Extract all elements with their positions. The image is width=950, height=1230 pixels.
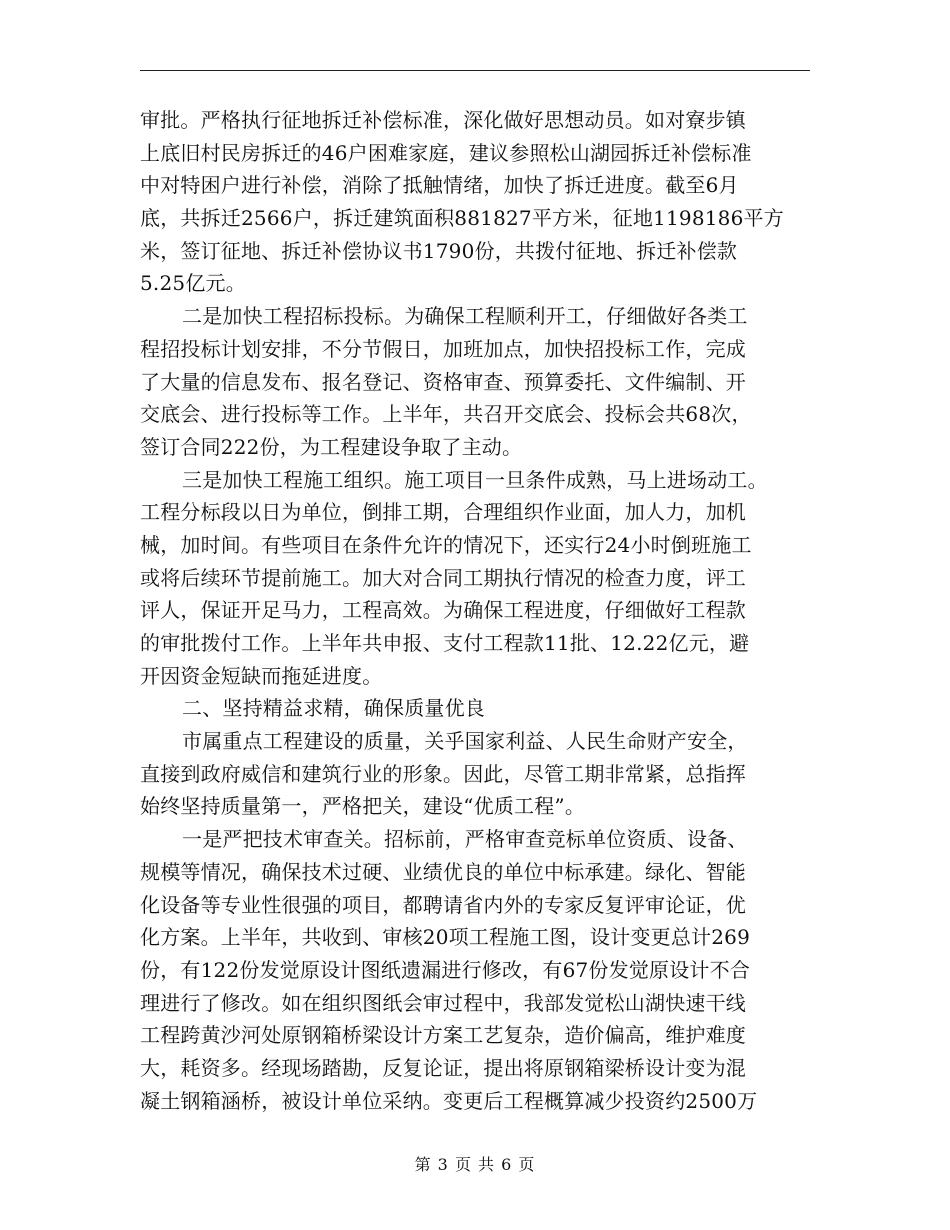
text-line: 程招投标计划安排，不分节假日，加班加点，加快招投标工作，完成 bbox=[140, 336, 746, 361]
text-line: 开因资金短缺而拖延进度。 bbox=[140, 663, 383, 688]
page-footer: 第 3 页 共 6 页 bbox=[414, 1155, 536, 1174]
text-line: 工程跨黄沙河处原钢箱桥梁设计方案工艺复杂，造价偏高，维护难度 bbox=[140, 1023, 746, 1048]
text-line: 评人，保证开足马力，工程高效。为确保工程进度，仔细做好工程款 bbox=[140, 598, 746, 623]
text-line: 工程分标段以日为单位，倒排工期，合理组织作业面，加人力，加机 bbox=[140, 500, 746, 525]
text-line: 份，有122份发觉原设计图纸遗漏进行修改，有67份发觉原设计不合 bbox=[140, 957, 751, 982]
text-line: 化方案。上半年，共收到、审核20项工程施工图，设计变更总计269 bbox=[140, 925, 751, 950]
text-line: 化设备等专业性很强的项目，都聘请省内外的专家反复评审论证，优 bbox=[140, 892, 746, 917]
text-line: 二是加快工程招标投标。为确保工程顺利开工，仔细做好各类工 bbox=[182, 304, 748, 329]
text-line: 规模等情况，确保技术过硬、业绩优良的单位中标承建。绿化、智能 bbox=[140, 859, 746, 884]
text-line: 二、坚持精益求精，确保质量优良 bbox=[182, 696, 485, 721]
text-line: 始终坚持质量第一，严格把关，建设“优质工程”。 bbox=[140, 794, 586, 819]
text-line: 或将后续环节提前施工。加大对合同工期执行情况的检查力度，评工 bbox=[140, 565, 746, 590]
text-line: 凝土钢箱涵桥，被设计单位采纳。变更后工程概算减少投资约2500万 bbox=[140, 1088, 758, 1113]
document-body bbox=[140, 104, 816, 1117]
text-line: 米，签订征地、拆迁补偿协议书1790份，共拨付征地、拆迁补偿款 bbox=[140, 238, 738, 263]
text-line: 审批。严格执行征地拆迁补偿标准，深化做好思想动员。如对寮步镇 bbox=[140, 108, 746, 132]
text-line: 交底会、进行投标等工作。上半年，共召开交底会、投标会共68次， bbox=[140, 402, 752, 427]
text-line: 的审批拨付工作。上半年共申报、支付工程款11批、12.22亿元，避 bbox=[140, 631, 750, 655]
text-line: 5.25亿元。 bbox=[140, 271, 246, 296]
header-divider bbox=[140, 70, 810, 71]
text-line: 上底旧村民房拆迁的46户困难家庭，建议参照松山湖园拆迁补偿标准 bbox=[140, 140, 752, 165]
text-line: 大，耗资多。经现场踏勘，反复论证，提出将原钢箱梁桥设计变为混 bbox=[140, 1055, 746, 1080]
text-line: 了大量的信息发布、报名登记、资格审查、预算委托、文件编制、开 bbox=[140, 369, 746, 394]
text-line: 中对特困户进行补偿，消除了抵触情绪，加快了拆迁进度。截至6月 bbox=[140, 173, 739, 198]
text-line: 底，共拆迁2566户，拆迁建筑面积881827平方米，征地1198186平方 bbox=[140, 206, 784, 231]
text-line: 理进行了修改。如在组织图纸会审过程中，我部发觉松山湖快速干线 bbox=[140, 990, 746, 1015]
text-line: 直接到政府威信和建筑行业的形象。因此，尽管工期非常紧，总指挥 bbox=[140, 761, 746, 786]
text-line: 一是严把技术审查关。招标前，严格审查竞标单位资质、设备、 bbox=[182, 827, 748, 852]
text-line: 三是加快工程施工组织。施工项目一旦条件成熟，马上进场动工。 bbox=[182, 467, 768, 492]
text-line: 签订合同222份，为工程建设争取了主动。 bbox=[140, 434, 523, 459]
text-line: 械，加时间。有些项目在条件允许的情况下，还实行24小时倒班施工 bbox=[140, 532, 752, 557]
text-line: 市属重点工程建设的质量，关乎国家利益、人民生命财产安全， bbox=[182, 729, 748, 754]
